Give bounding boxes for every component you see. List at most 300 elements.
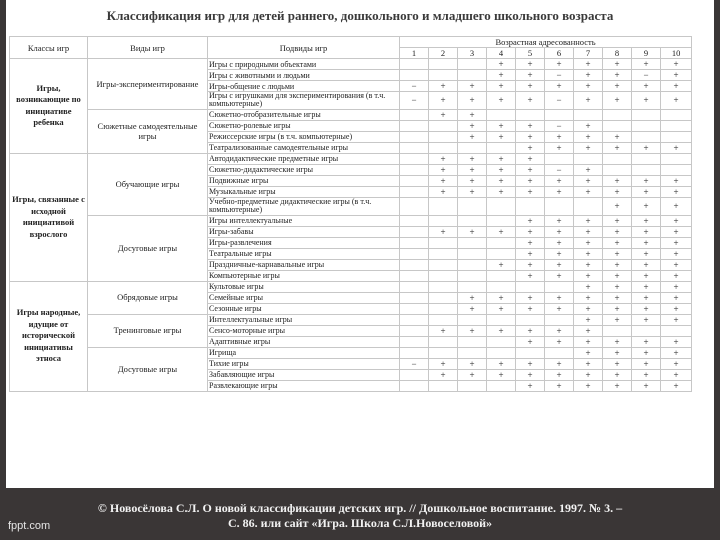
age-mark-cell: + [574,248,603,259]
age-mark-cell: + [632,369,661,380]
age-mark-cell: − [545,70,574,81]
age-mark-cell: + [603,215,632,226]
age-mark-cell: + [545,186,574,197]
age-mark-cell [400,281,429,292]
game-subkind-cell: Тихие игры [208,358,400,369]
age-mark-cell: + [632,197,661,215]
age-mark-cell: + [632,215,661,226]
age-mark-cell [487,215,516,226]
age-mark-cell: + [458,226,487,237]
age-mark-cell: + [603,226,632,237]
age-mark-cell: + [603,281,632,292]
age-mark-cell [516,281,545,292]
age-mark-cell: + [516,237,545,248]
citation-line-2: С. 86. или сайт «Игра. Школа С.Л.Новоселовой» [227,516,493,530]
age-mark-cell: + [603,303,632,314]
age-mark-cell [429,281,458,292]
age-mark-cell [429,142,458,153]
age-mark-cell [429,70,458,81]
game-subkind-cell: Подвижные игры [208,175,400,186]
age-mark-cell: + [661,226,692,237]
game-subkind-cell: Театрализованные самодеятельные игры [208,142,400,153]
age-mark-cell: + [661,281,692,292]
age-mark-cell: + [661,215,692,226]
age-mark-cell [632,131,661,142]
age-mark-cell [487,380,516,391]
age-mark-cell [400,347,429,358]
age-mark-cell [400,380,429,391]
age-mark-cell [516,347,545,358]
age-mark-cell: + [603,369,632,380]
age-mark-cell [400,237,429,248]
age-mark-cell: + [429,153,458,164]
age-mark-cell [400,142,429,153]
age-mark-cell: + [487,131,516,142]
age-mark-cell: + [603,92,632,110]
age-mark-cell [400,292,429,303]
age-mark-cell [458,259,487,270]
age-mark-cell: + [661,259,692,270]
age-mark-cell [400,303,429,314]
header-subkinds: Подвиды игр [208,37,400,59]
document-sheet [6,0,714,488]
age-mark-cell [400,325,429,336]
age-mark-cell: + [545,237,574,248]
age-mark-cell: + [458,325,487,336]
age-mark-cell: + [458,120,487,131]
age-mark-cell: + [487,226,516,237]
age-mark-cell [429,237,458,248]
table-row [10,281,692,292]
age-mark-cell: + [603,259,632,270]
age-mark-cell: + [545,248,574,259]
age-mark-cell: + [516,131,545,142]
age-mark-cell [400,109,429,120]
age-header: 7 [574,48,603,59]
game-class-cell: Игры, связанные с исходной инициативой взрослого [10,153,88,281]
game-subkind-cell: Компьютерные игры [208,270,400,281]
age-mark-cell [487,314,516,325]
age-mark-cell [545,153,574,164]
age-mark-cell [429,347,458,358]
game-subkind-cell: Игрища [208,347,400,358]
game-kind-cell: Игры-экспериментирование [88,59,208,110]
age-mark-cell [632,325,661,336]
age-mark-cell [400,336,429,347]
header-classes: Классы игр [10,37,88,59]
age-header: 10 [661,48,692,59]
age-mark-cell [632,109,661,120]
age-mark-cell [516,197,545,215]
age-mark-cell [429,215,458,226]
game-subkind-cell: Семейные игры [208,292,400,303]
age-mark-cell [429,59,458,70]
game-subkind-cell: Культовые игры [208,281,400,292]
game-subkind-cell: Адаптивные игры [208,336,400,347]
age-mark-cell: + [603,380,632,391]
age-mark-cell [545,109,574,120]
age-mark-cell: + [516,175,545,186]
age-mark-cell [458,336,487,347]
table-body [10,59,692,392]
age-mark-cell: + [487,325,516,336]
age-mark-cell: + [429,81,458,92]
classification-table [9,36,692,392]
age-mark-cell: + [632,314,661,325]
age-mark-cell: + [516,142,545,153]
age-mark-cell [400,314,429,325]
age-mark-cell: + [632,186,661,197]
age-mark-cell: − [400,81,429,92]
age-mark-cell [487,270,516,281]
game-subkind-cell: Игры с игрушками для экспериментирования (в т.ч. компьютерные) [208,92,400,110]
age-mark-cell: + [574,164,603,175]
age-mark-cell: + [574,59,603,70]
age-mark-cell [574,153,603,164]
age-mark-cell: + [516,70,545,81]
age-mark-cell: + [516,153,545,164]
age-mark-cell: + [545,292,574,303]
age-mark-cell: + [603,197,632,215]
game-subkind-cell: Праздничные-карнавальные игры [208,259,400,270]
age-mark-cell [458,70,487,81]
age-mark-cell: + [487,153,516,164]
game-subkind-cell: Театральные игры [208,248,400,259]
age-mark-cell: + [545,303,574,314]
age-mark-cell: + [632,175,661,186]
age-header: 5 [516,48,545,59]
age-mark-cell: + [661,92,692,110]
game-kind-cell: Обрядовые игры [88,281,208,314]
age-mark-cell: + [487,164,516,175]
game-subkind-cell: Сюжетно-ролевые игры [208,120,400,131]
age-mark-cell: + [458,175,487,186]
age-mark-cell: + [603,175,632,186]
age-mark-cell: + [661,237,692,248]
age-mark-cell [429,259,458,270]
age-mark-cell: + [429,92,458,110]
age-mark-cell: + [458,369,487,380]
age-mark-cell [400,153,429,164]
age-mark-cell: + [545,325,574,336]
table-row [10,215,692,226]
age-mark-cell: + [574,303,603,314]
age-mark-cell [603,120,632,131]
age-mark-cell [458,270,487,281]
age-mark-cell: + [516,164,545,175]
age-mark-cell [429,270,458,281]
game-subkind-cell: Учебно-предметные дидактические игры (в т.ч. компьютерные) [208,197,400,215]
game-subkind-cell: Режиссерские игры (в т.ч. компьютерные) [208,131,400,142]
age-mark-cell [400,164,429,175]
age-mark-cell [429,303,458,314]
age-mark-cell: + [661,303,692,314]
age-mark-cell [632,120,661,131]
age-mark-cell: + [574,336,603,347]
game-subkind-cell: Игры-общение с людьми [208,81,400,92]
age-mark-cell: + [516,325,545,336]
age-mark-cell: + [574,131,603,142]
age-mark-cell: + [487,70,516,81]
age-mark-cell [400,59,429,70]
age-mark-cell: + [516,215,545,226]
age-mark-cell [429,248,458,259]
age-mark-cell [458,281,487,292]
game-subkind-cell: Сезонные игры [208,303,400,314]
game-subkind-cell: Сенсо-моторные игры [208,325,400,336]
age-mark-cell: + [632,259,661,270]
age-mark-cell: + [632,292,661,303]
age-mark-cell [458,248,487,259]
age-mark-cell: + [545,59,574,70]
age-mark-cell [487,347,516,358]
age-mark-cell: − [400,92,429,110]
age-mark-cell [429,314,458,325]
age-mark-cell [400,70,429,81]
age-mark-cell [661,153,692,164]
age-mark-cell: + [516,369,545,380]
age-mark-cell: + [603,59,632,70]
age-mark-cell: + [545,131,574,142]
age-mark-cell: + [487,59,516,70]
age-mark-cell: + [603,237,632,248]
age-mark-cell: + [516,92,545,110]
age-mark-cell: + [545,259,574,270]
age-mark-cell: + [632,358,661,369]
game-subkind-cell: Интеллектуальные игры [208,314,400,325]
age-mark-cell: + [516,380,545,391]
age-mark-cell: + [574,314,603,325]
age-mark-cell: + [603,186,632,197]
age-mark-cell: + [545,380,574,391]
age-mark-cell: + [603,81,632,92]
age-mark-cell: + [632,336,661,347]
age-mark-cell [574,109,603,120]
age-mark-cell: + [603,336,632,347]
age-mark-cell: − [632,70,661,81]
age-mark-cell [545,314,574,325]
game-subkind-cell: Игры интеллектуальные [208,215,400,226]
age-mark-cell: + [574,281,603,292]
age-mark-cell: + [487,175,516,186]
age-mark-cell: + [574,259,603,270]
citation-line-1: © Новосёлова С.Л. О новой классификации детских игр. // Дошкольное воспитание. 1997. № 3. – [97,501,623,515]
age-mark-cell: + [661,81,692,92]
age-mark-cell: + [487,120,516,131]
age-mark-cell: + [603,292,632,303]
age-mark-cell: + [661,314,692,325]
age-mark-cell: − [545,92,574,110]
age-mark-cell: + [516,186,545,197]
age-mark-cell [400,369,429,380]
age-mark-cell [400,131,429,142]
age-mark-cell [458,237,487,248]
age-mark-cell: + [574,380,603,391]
game-subkind-cell: Игры с природными объектами [208,59,400,70]
age-mark-cell [487,142,516,153]
age-mark-cell: + [458,92,487,110]
age-mark-cell [603,153,632,164]
game-class-cell: Игры, возникающие по инициативе ребенка [10,59,88,154]
age-header: 3 [458,48,487,59]
age-mark-cell: + [516,259,545,270]
age-mark-cell: + [574,142,603,153]
age-mark-cell: + [429,226,458,237]
age-mark-cell: + [574,358,603,369]
age-mark-cell: + [632,270,661,281]
game-subkind-cell: Автодидактические предметные игры [208,153,400,164]
age-mark-cell [487,237,516,248]
age-mark-cell: + [545,369,574,380]
age-mark-cell [603,164,632,175]
age-mark-cell: + [516,248,545,259]
age-mark-cell: + [487,369,516,380]
age-mark-cell: + [661,186,692,197]
age-mark-cell: + [632,142,661,153]
age-mark-cell [429,336,458,347]
age-mark-cell: + [574,347,603,358]
age-mark-cell: + [632,347,661,358]
age-mark-cell: + [632,237,661,248]
game-subkind-cell: Сюжетно-отобразительные игры [208,109,400,120]
age-mark-cell: + [574,325,603,336]
age-mark-cell: + [574,226,603,237]
game-subkind-cell: Сюжетно-дидактические игры [208,164,400,175]
document-title: Классификация игр для детей раннего, дошкольного и младшего школьного возраста [106,8,614,23]
age-mark-cell: + [545,81,574,92]
age-mark-cell: + [545,270,574,281]
age-mark-cell: + [661,197,692,215]
age-mark-cell: + [632,92,661,110]
age-mark-cell [400,120,429,131]
age-mark-cell: + [574,120,603,131]
age-header: 8 [603,48,632,59]
age-mark-cell: + [603,314,632,325]
age-mark-cell: + [429,369,458,380]
age-mark-cell: + [632,281,661,292]
age-mark-cell: + [516,270,545,281]
age-mark-cell [458,142,487,153]
age-mark-cell [458,59,487,70]
age-mark-cell: + [661,292,692,303]
age-header: 9 [632,48,661,59]
age-mark-cell: − [545,120,574,131]
game-subkind-cell: Игры-забавы [208,226,400,237]
age-mark-cell: + [487,292,516,303]
age-mark-cell [487,336,516,347]
age-mark-cell: + [458,186,487,197]
age-mark-cell: + [516,336,545,347]
age-mark-cell: + [487,186,516,197]
age-mark-cell: + [487,303,516,314]
table-row [10,347,692,358]
game-subkind-cell: Развлекающие игры [208,380,400,391]
age-mark-cell: + [603,270,632,281]
age-mark-cell: + [516,81,545,92]
age-mark-cell: + [516,303,545,314]
age-mark-cell: + [632,303,661,314]
age-mark-cell: + [516,292,545,303]
age-mark-cell [400,248,429,259]
age-mark-cell: + [516,358,545,369]
age-header: 6 [545,48,574,59]
age-mark-cell: + [632,248,661,259]
game-subkind-cell: Игры с животными и людьми [208,70,400,81]
age-mark-cell: − [545,164,574,175]
age-mark-cell: + [458,164,487,175]
age-mark-cell [487,109,516,120]
age-mark-cell: + [574,270,603,281]
age-mark-cell [400,186,429,197]
age-mark-cell: + [429,175,458,186]
game-kind-cell: Тренинговые игры [88,314,208,347]
age-mark-cell [458,215,487,226]
age-mark-cell [487,281,516,292]
age-header: 1 [400,48,429,59]
age-mark-cell: + [487,358,516,369]
age-mark-cell: + [603,142,632,153]
age-mark-cell [661,164,692,175]
age-mark-cell [458,314,487,325]
age-mark-cell [400,259,429,270]
age-mark-cell: + [661,142,692,153]
table-row [10,314,692,325]
age-mark-cell [545,197,574,215]
header-age: Возрастная адресованность [400,37,692,48]
age-mark-cell: + [603,70,632,81]
age-mark-cell: + [661,380,692,391]
age-mark-cell: + [545,175,574,186]
age-mark-cell [487,197,516,215]
game-kind-cell: Сюжетные самодеятельные игры [88,109,208,153]
age-mark-cell [400,197,429,215]
age-mark-cell: + [661,347,692,358]
age-mark-cell: + [458,131,487,142]
age-mark-cell: + [661,175,692,186]
table-row [10,109,692,120]
age-mark-cell [400,215,429,226]
age-mark-cell [545,347,574,358]
age-mark-cell: + [516,120,545,131]
age-mark-cell [632,164,661,175]
age-mark-cell: + [574,81,603,92]
age-mark-cell: + [458,153,487,164]
age-header: 4 [487,48,516,59]
fppt-logo: fppt.com [8,520,51,532]
age-mark-cell: + [632,59,661,70]
age-mark-cell [661,109,692,120]
age-mark-cell: + [632,81,661,92]
age-mark-cell: + [429,186,458,197]
game-class-cell: Игры народные, идущие от исторической инициативы этноса [10,281,88,391]
age-mark-cell [400,226,429,237]
age-mark-cell [458,380,487,391]
age-mark-cell: + [516,226,545,237]
age-mark-cell: + [545,215,574,226]
age-mark-cell: + [458,292,487,303]
age-mark-cell: + [458,109,487,120]
age-mark-cell: + [603,347,632,358]
age-mark-cell: + [458,303,487,314]
age-mark-cell: + [458,358,487,369]
age-mark-cell: + [545,142,574,153]
age-mark-cell: + [603,358,632,369]
age-mark-cell [574,197,603,215]
game-subkind-cell: Музыкальные игры [208,186,400,197]
age-mark-cell: + [429,358,458,369]
age-mark-cell [429,380,458,391]
age-mark-cell: + [429,164,458,175]
